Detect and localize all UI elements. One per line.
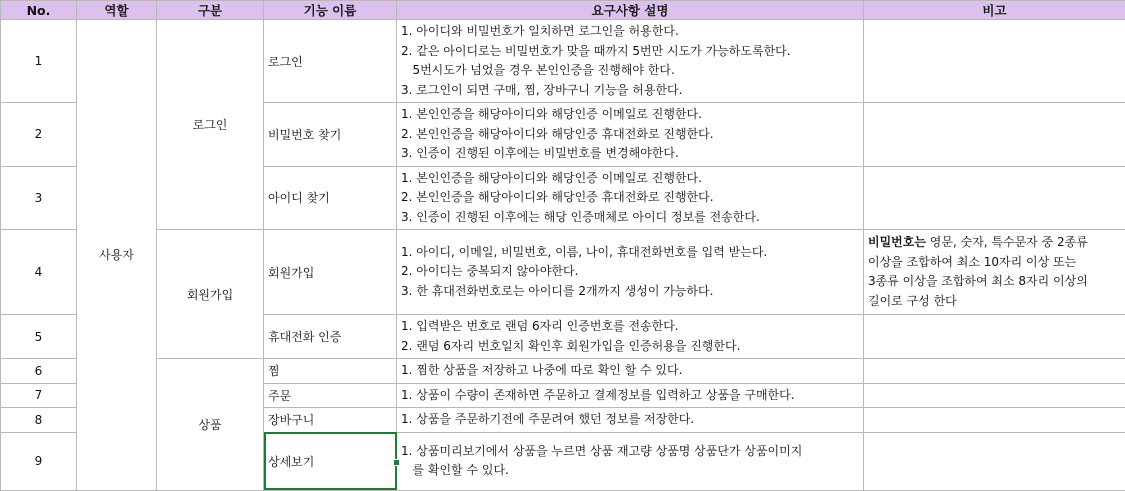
note-text: 영문, 숫자, 특수문자 중 2종류: [926, 235, 1088, 249]
requirement-line: 1. 본인인증을 해당아이디와 해당인증 이메일로 진행한다.: [401, 105, 859, 125]
requirement-line: 를 확인할 수 있다.: [401, 461, 859, 481]
cell-requirement[interactable]: [397, 103, 864, 167]
header-requirement[interactable]: 요구사항 설명: [397, 1, 864, 20]
cell-remarks-password-rule[interactable]: [864, 230, 1125, 315]
requirement-line: 3. 인증이 진행된 이후에는 비밀번호를 변경해야한다.: [401, 144, 859, 164]
cell-category-login[interactable]: 로그인: [157, 20, 264, 230]
cell-no[interactable]: 2: [1, 103, 77, 167]
requirement-line: 5번시도가 넘었을 경우 본인인증을 진행해야 한다.: [401, 61, 859, 81]
cell-category-product[interactable]: 상품: [157, 359, 264, 491]
cell-requirement[interactable]: [397, 166, 864, 230]
cell-requirement[interactable]: [397, 230, 864, 315]
cell-remarks[interactable]: [864, 359, 1125, 384]
requirement-line: 2. 아이디는 중복되지 않아야한다.: [401, 262, 859, 282]
note-bold: 비밀번호는: [868, 235, 926, 249]
cell-requirement[interactable]: 1. 상품이 수량이 존재하면 주문하고 결제정보를 입력하고 상품을 구매한다.: [397, 383, 864, 408]
cell-requirement[interactable]: [397, 20, 864, 103]
requirement-line: 3. 인증이 진행된 이후에는 해당 인증매체로 아이디 정보를 전송한다.: [401, 208, 859, 228]
cell-remarks[interactable]: [864, 166, 1125, 230]
cell-no[interactable]: 3: [1, 166, 77, 230]
cell-category-signup[interactable]: 회원가입: [157, 230, 264, 359]
cell-remarks[interactable]: [864, 432, 1125, 490]
requirement-line: 2. 같은 아이디로는 비밀번호가 맞을 때까지 5번만 시도가 가능하도록한다.: [401, 42, 859, 62]
requirement-line: 2. 랜덤 6자리 번호일치 확인후 회원가입을 인증허용을 진행한다.: [401, 337, 859, 357]
requirement-line: 1. 입력받은 번호로 랜덤 6자리 인증번호를 전송한다.: [401, 317, 859, 337]
requirement-line: 2. 본인인증을 해당아이디와 해당인증 휴대전화로 진행한다.: [401, 125, 859, 145]
header-category[interactable]: 구분: [157, 1, 264, 20]
selection-fill-handle[interactable]: [393, 459, 400, 466]
table-row: [1, 20, 1125, 103]
cell-remarks[interactable]: [864, 408, 1125, 433]
requirement-line: 1. 아이디, 이메일, 비밀번호, 이름, 나이, 휴대전화번호를 입력 받는다.: [401, 243, 859, 263]
header-role[interactable]: 역할: [77, 1, 157, 20]
cell-no[interactable]: 5: [1, 315, 77, 359]
header-function[interactable]: 기능 이름: [264, 1, 397, 20]
cell-function[interactable]: 찜: [264, 359, 397, 384]
cell-function[interactable]: 장바구니: [264, 408, 397, 433]
cell-no[interactable]: 8: [1, 408, 77, 433]
cell-remarks[interactable]: [864, 20, 1125, 103]
cell-function[interactable]: 휴대전화 인증: [264, 315, 397, 359]
cell-function-selected[interactable]: 상세보기: [264, 432, 397, 490]
cell-no[interactable]: 6: [1, 359, 77, 384]
cell-function[interactable]: 아이디 찾기: [264, 166, 397, 230]
note-line: 이상을 조합하여 최소 10자리 이상 또는: [868, 253, 1121, 273]
cell-no[interactable]: 7: [1, 383, 77, 408]
table-row: [1, 230, 1125, 315]
cell-requirement[interactable]: [397, 315, 864, 359]
note-line: 3종류 이상을 조합하여 최소 8자리 이상의: [868, 272, 1121, 292]
cell-role[interactable]: 사용자: [77, 20, 157, 491]
cell-function[interactable]: 주문: [264, 383, 397, 408]
requirement-line: 1. 아이디와 비밀번호가 일치하면 로그인을 허용한다.: [401, 22, 859, 42]
cell-requirement[interactable]: 1. 상품을 주문하기전에 주문려여 했던 정보를 저장한다.: [397, 408, 864, 433]
cell-remarks[interactable]: [864, 103, 1125, 167]
requirement-line: 3. 한 휴대전화번호로는 아이디를 2개까지 생성이 가능하다.: [401, 282, 859, 302]
cell-remarks[interactable]: [864, 315, 1125, 359]
requirement-line: 3. 로그인이 되면 구매, 찜, 장바구니 기능을 허용한다.: [401, 81, 859, 101]
header-remarks[interactable]: 비고: [864, 1, 1125, 20]
cell-requirement[interactable]: [397, 432, 864, 490]
requirement-line: 2. 본인인증을 해당아이디와 해당인증 휴대전화로 진행한다.: [401, 188, 859, 208]
cell-requirement[interactable]: 1. 찜한 상품을 저장하고 나중에 따로 확인 할 수 있다.: [397, 359, 864, 384]
cell-function[interactable]: 로그인: [264, 20, 397, 103]
cell-function[interactable]: 비밀번호 찾기: [264, 103, 397, 167]
header-row: [1, 1, 1125, 20]
table-row: [1, 359, 1125, 384]
cell-no[interactable]: 9: [1, 432, 77, 490]
note-line: [868, 233, 1121, 253]
requirement-line: 1. 상품미리보기에서 상품을 누르면 상품 재고량 상품명 상품단가 상품이미지: [401, 442, 859, 462]
header-no[interactable]: No.: [1, 1, 77, 20]
cell-no[interactable]: 4: [1, 230, 77, 315]
note-line: 길이로 구성 한다: [868, 292, 1121, 312]
cell-function[interactable]: 회원가입: [264, 230, 397, 315]
cell-remarks[interactable]: [864, 383, 1125, 408]
cell-no[interactable]: 1: [1, 20, 77, 103]
requirement-line: 1. 본인인증을 해당아이디와 해당인증 이메일로 진행한다.: [401, 169, 859, 189]
